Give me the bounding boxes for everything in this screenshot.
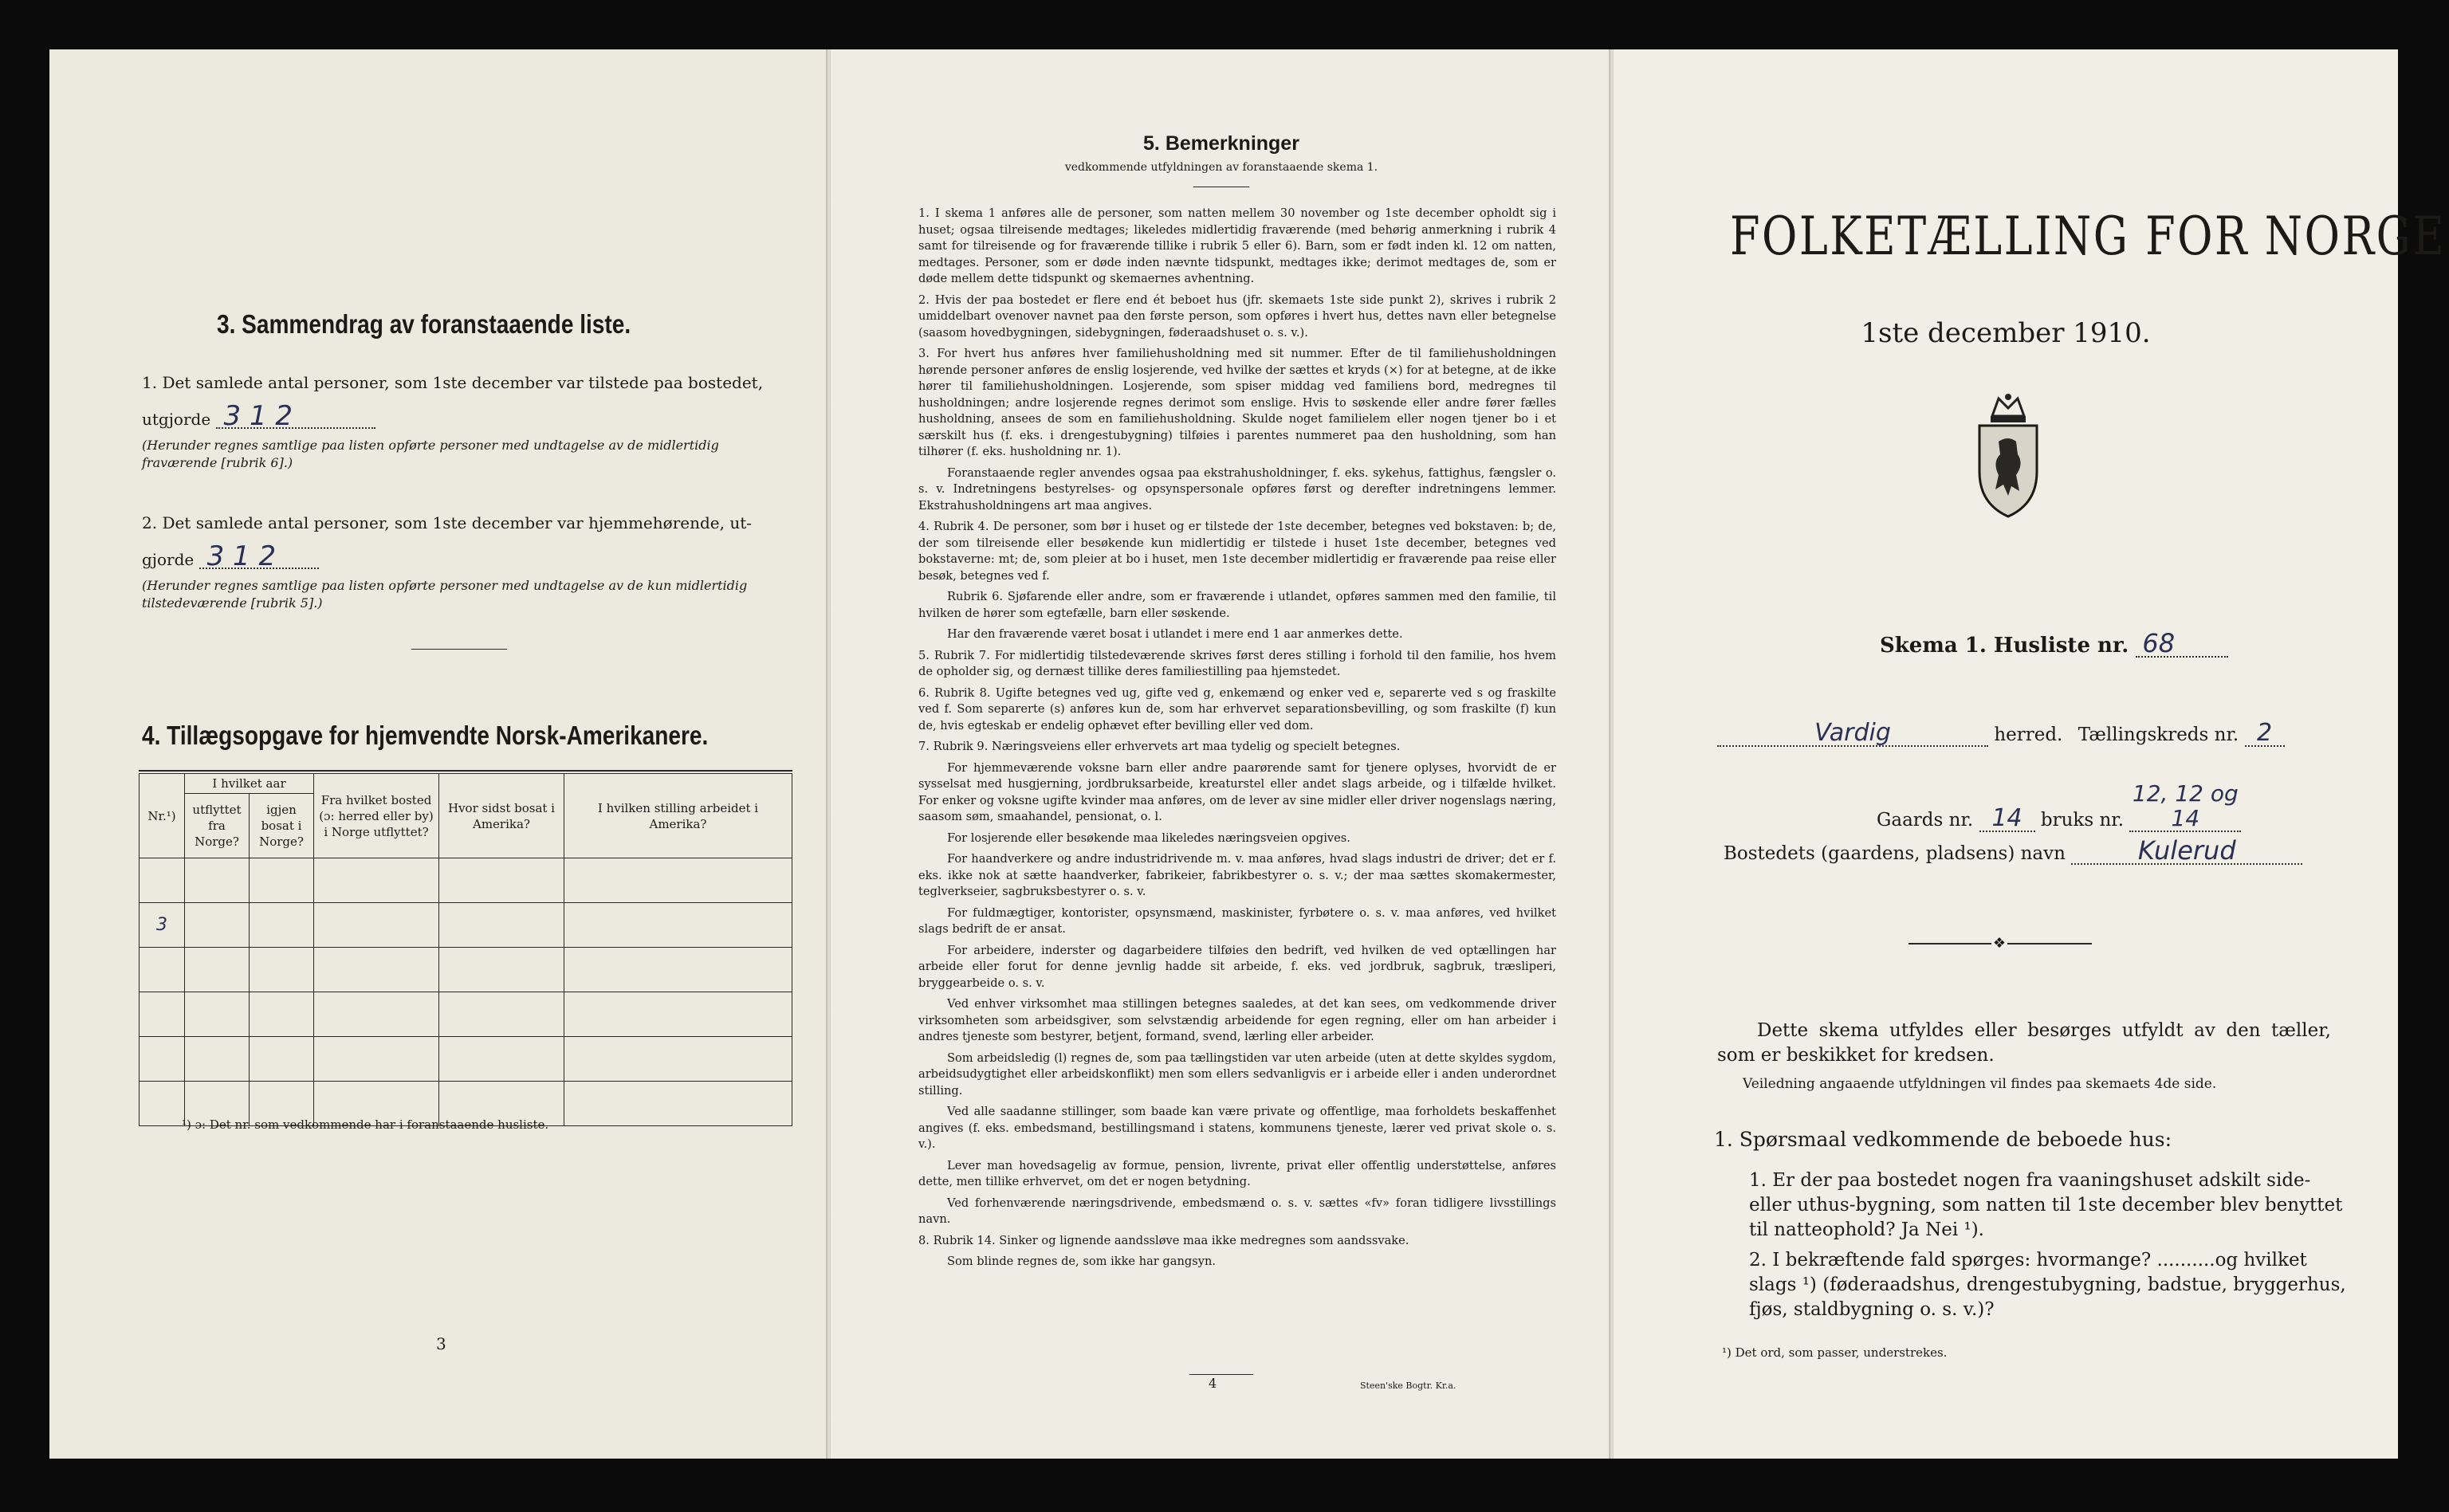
table-row (140, 1037, 792, 1082)
bruks-value: 12, 12 og 14 (2129, 781, 2241, 832)
question-1: 1. Er der paa bostedet nogen fra vaaningshuset adskilt side- eller uthus-bygning, som natten til 1ste december blev benyttet til natteophold? Ja Nei ¹). (1749, 1170, 2343, 1240)
paragraph-4b: Rubrik 6. Sjøfarende eller andre, som er fraværende i utlandet, opføres sammen med den familie, til hvilken de hører som egtefælle, barn eller søskende. (918, 590, 1556, 620)
paragraph-4: 4. Rubrik 4. De personer, som bør i huset og er tilstede der 1ste december, betegnes ved bokstaven: b; de, der som tilreisende eller besøkende kun midlertidig er tilstede i huset 1ste december, betegnes ved bokstaverne: mt; de, som pleier at bo i huset, men 1ste december midlertidig er fraværende paa reise eller besøk, betegnes ved f. (918, 520, 1556, 583)
paragraph-7c: For losjerende eller besøkende maa likeledes næringsveien opgives. (947, 831, 1350, 845)
veiledning-text: Veiledning angaaende utfyldningen vil findes paa skemaets 4de side. (1743, 1076, 2217, 1092)
paragraph-1: 1. I skema 1 anføres alle de personer, som natten mellem 30 november og 1ste december opholdt sig i huset; ogsaa tilreisende medtages; likeledes midlertidig fraværende (med behørig anmerkning i rubrik 4 samt for tilreisende og for fraværende tillike i rubrik 5 eller 6). Barn, som er født inden kl. 12 om natten, medtages. Personer, som er døde inden nævnte tidspunkt, medtages ikke; derimot medtages de, som er døde mellem dette tidspunkt og skemaernes avhentning. (918, 206, 1556, 285)
husliste-number: 68 (2136, 631, 2228, 658)
herred-line (1717, 721, 2387, 748)
bosted-line (1724, 835, 2302, 866)
paragraph-7j: Lever man hovedsagelig av formue, pension, livrente, privat eller offentlig understøttelse, anføres dette, men tillike erhvervet, om det er nogen betydning. (918, 1158, 1556, 1188)
paragraph-2: 2. Hvis der paa bostedet er flere end ét beboet hus (jfr. skemaets 1ste side punkt 2), skrives i rubrik 2 umiddelbart ovenover navnet paa den første person, som opføres i hvert hus, dettes navn eller betegnelse (saasom hovedbygningen, sidebygningen, føderaadshuset o. s. v.). (918, 293, 1556, 340)
census-date: 1ste december 1910. (1861, 317, 2151, 349)
bruks-label: bruks nr. (2040, 810, 2125, 831)
section-4-title: 4. Tillægsopgave for hjemvendte Norsk-Amerikanere. (142, 721, 709, 750)
item-1-note: (Herunder regnes samtlige paa listen opførte personer med undtagelse av de midlertidig fraværende [rubrik 6].) (142, 438, 719, 470)
kreds-label: Tællingskreds nr. (2078, 725, 2239, 745)
printer-mark: Steen'ske Bogtr. Kr.a. (1360, 1380, 1456, 1391)
herred-label: herred. (1994, 725, 2063, 745)
col-from-where: Fra hvilket bosted (ɔ: herred eller by) i Norge utflyttet? (314, 774, 439, 858)
section-5-subtitle: vedkommende utfyldningen av foranstaaende skema 1. (1064, 161, 1378, 174)
page3-footnote: ¹) Det ord, som passer, understrekes. (1722, 1345, 1948, 1360)
bemerkninger-list (918, 206, 1556, 1275)
table-row (140, 858, 792, 903)
table-row (140, 992, 792, 1037)
item-2-note: (Herunder regnes samtlige paa listen opførte personer med undtagelse av de kun midlertidig tilstedeværende [rubrik 5].) (142, 578, 748, 611)
kreds-value: 2 (2245, 721, 2285, 747)
col-where-america: Hvor sidst bosat i Amerika? (439, 774, 564, 858)
paragraph-7e: For fuldmægtiger, kontorister, opsynsmænd, maskinister, fyrbøtere o. s. v. maa anføres, ved hvilket slags bedrift de er ansat. (918, 905, 1556, 936)
bosted-label: Bostedets (gaardens, pladsens) navn (1724, 843, 2066, 864)
end-rule (1189, 1374, 1253, 1375)
schema-header (1880, 628, 2228, 658)
paragraph-7d: For haandverkere og andre industridrivende m. v. maa anføres, hvad slags industri de driver; det er f. eks. ikke nok at sætte haandverker, fabrikeier, fabrikbestyrer o. s. v.; der maa sættes skomakermester, teglverkseier, sagbruksbestyrer o. s. v. (918, 852, 1556, 898)
paragraph-5: 5. Rubrik 7. For midlertidig tilstedeværende skrives først deres stilling i forhold til den familie, hos hvem de opholder sig, og dernæst tillike deres familiestilling paa hjemstedet. (918, 648, 1556, 678)
schema-label: Skema 1. Husliste nr. (1880, 634, 2129, 658)
divider (411, 649, 507, 650)
ornament-divider: ❖ (1908, 937, 2092, 951)
paragraph-6: 6. Rubrik 8. Ugifte betegnes ved ug, gifte ved g, enkemænd og enker ved e, separerte ved s og fraskilte ved f. Som separerte (s) anføres kun de, som har erhvervet separationsbevilling, og som fraskilte (f) kun de, hvis egteskab er endelig ophævet efter bevilling eller ved dom. (918, 685, 1556, 732)
table-top-rule (139, 770, 792, 772)
gaards-value: 14 (1979, 806, 2035, 832)
section-3-item-1 (142, 371, 796, 472)
table-row (140, 948, 792, 992)
col-returned: igjen bosat i Norge? (250, 794, 314, 858)
paragraph-7i: Ved alle saadanne stillinger, som baade kan være private og offentlige, maa forholdets beskaffenhet angives (f. eks. embedsmand, bestillingsmand i statens, kommunens tjeneste, lærer ved privat skole o. s. v.). (918, 1105, 1556, 1151)
paragraph-8: 8. Rubrik 14. Sinker og lignende aandssløve maa ikke medregnes som aandssvake. (918, 1233, 1409, 1247)
paragraph-3: 3. For hvert hus anføres hver familiehusholdning med sit nummer. Efter de til familiehusholdningen hørende personer anføres de enslig losjerende, ved hvilke der sættes et kryds (×) for at betegne, at de ikke hører til familiehusholdningen. Losjerende, som spiser middag ved familiens bord, medregnes til husholdningen; andre losjerende regnes derimot som enslige. Hvis to søskende eller andre fører fælles husholdning, ansees de som en familiehusholdning. Skulde noget familielem eller nogen tjener bo i et særskilt hus (f. eks. i drengestubygning) tilføies i parentes nummeret paa den husholdning, som han tilhører (f. eks. husholdning nr. 1). (918, 347, 1556, 458)
questions-header: 1. Spørsmaal vedkommende de beboede hus: (1714, 1128, 2172, 1151)
paragraph-8b: Som blinde regnes de, som ikke har gangsyn. (947, 1255, 1216, 1268)
col-occupation: I hvilken stilling arbeidet i Amerika? (564, 774, 792, 858)
paragraph-7f: For arbeidere, inderster og dagarbeidere tilføies den bedrift, ved hvilken de ved optællingen har arbeide eller forut for denne jevnlig hadde sit arbeide, f. eks. ved jordbruk, sagbruk, træsliperi, bryggearbeide o. s. v. (918, 943, 1556, 990)
page-number-3: 3 (436, 1334, 446, 1353)
item-1-handwritten: 3 1 2 (216, 405, 375, 429)
item-1-label: utgjorde (142, 410, 211, 429)
table-footnote: ¹) ɔ: Det nr. som vedkommende har i foranstaaende husliste. (182, 1117, 549, 1132)
col-nr: Nr.¹) (140, 774, 185, 858)
page-number-4: 4 (1209, 1376, 1217, 1391)
paragraph-7h: Som arbeidsledig (l) regnes de, som paa tællingstiden var uten arbeide (uten at dette skyldes sygdom, arbeidsudygtighet eller arbeidskonflikt) men som ellers sedvanligvis er i arbeide eller i anden underordnet stilling. (918, 1051, 1556, 1098)
paragraph-7: 7. Rubrik 9. Næringsveiens eller erhvervets art maa tydelig og specielt betegnes. (918, 740, 1401, 753)
paragraph-7b: For hjemmeværende voksne barn eller andre paarørende samt for tjenere oplyses, hvorvidt de er sysselsat med husgjerning, jordbruksarbeide, kreaturstel eller andet slags arbeide, og i tilfælde hvilket. For enker og voksne ugifte kvinder maa anføres, om de lever av sine midler eller driver nogenslags næring, saasom søm, smaahandel, pensionat, o. l. (918, 760, 1556, 823)
gaards-line (1877, 781, 2241, 833)
paragraph-7k: Ved forhenværende næringsdrivende, embedsmænd o. s. v. sættes «fv» foran tidligere livsstillings navn. (918, 1196, 1556, 1226)
question-2: 2. I bekræftende fald spørges: hvormange? ..........og hvilket slags ¹) (føderaadshus, drengestubygning, badstue, bryggerhus, fjøs, staldbygning o. s. v.)? (1749, 1250, 2346, 1320)
col-emigrated: utflyttet fra Norge? (185, 794, 250, 858)
herred-value: Vardig (1717, 721, 1988, 747)
col-group-year: I hvilket aar (185, 774, 314, 794)
item-1-text: 1. Det samlede antal personer, som 1ste december var tilstede paa bostedet, (142, 373, 764, 392)
paragraph-3b: Foranstaaende regler anvendes ogsaa paa ekstrahusholdninger, f. eks. sykehus, fattighus, fængsler o. s. v. Indretningens bestyrelses- og opsynspersonale opføres først og derefter indretningens lemmer. Ekstrahusholdningens art maa angives. (918, 465, 1556, 513)
paragraph-4c: Har den fraværende været bosat i utlandet i mere end 1 aar anmerkes dette. (947, 627, 1403, 641)
paragraph-7g: Ved enhver virksomhet maa stillingen betegnes saaledes, at det kan sees, om vedkommende driver virksomheten som arbeidsgiver, som selvstændig arbeidende for egen regning, eller om han arbeider i andres tjeneste som bestyrer, betjent, formand, svend, lærling eller arbeider. (918, 997, 1556, 1043)
bosted-value: Kulerud (2071, 838, 2302, 865)
item-2-text: 2. Det samlede antal personer, som 1ste december var hjemmehørende, ut- (142, 513, 752, 532)
table-row: 3 (140, 903, 792, 948)
page-right (1614, 49, 2447, 1459)
item-2-label: gjorde (142, 550, 195, 569)
coat-of-arms-icon (1968, 392, 2048, 520)
section-3-item-2 (142, 512, 796, 612)
main-title: FOLKETÆLLING FOR NORGE (1730, 206, 2447, 267)
intro-text: Dette skema utfyldes eller besørges utfyldt av den tæller, som er beskikket for kredsen. (1717, 1020, 2331, 1066)
section-5-title: 5. Bemerkninger (1143, 132, 1299, 155)
gaards-label: Gaards nr. (1877, 810, 1974, 831)
section-3-title: 3. Sammendrag av foranstaaende liste. (217, 309, 631, 339)
page-middle (831, 49, 1612, 1459)
norsk-amerikanere-table (139, 773, 792, 1126)
item-2-handwritten: 3 1 2 (199, 545, 319, 569)
page-left (49, 49, 829, 1459)
